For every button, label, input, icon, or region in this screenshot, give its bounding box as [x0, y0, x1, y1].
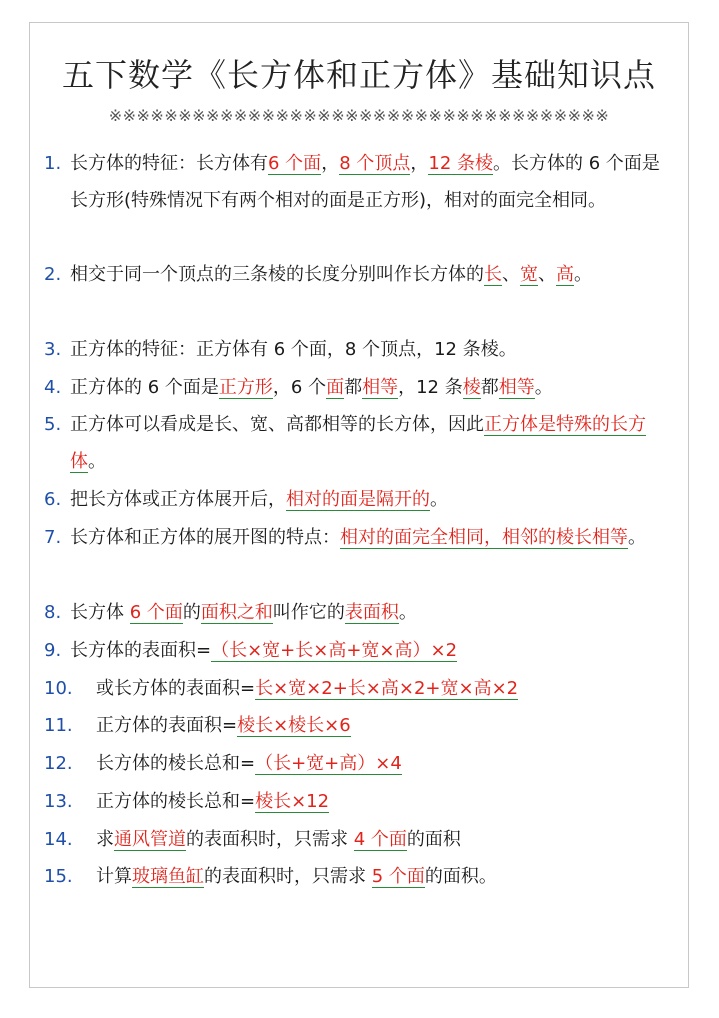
- text-segment: 长方体的表面积=: [70, 640, 212, 661]
- text-segment: ，: [321, 153, 340, 174]
- text-segment: 长方体: [70, 602, 130, 623]
- text-segment: 的表面积时，只需求: [186, 829, 354, 850]
- item-number: 14.: [44, 829, 73, 850]
- list-item: [44, 369, 676, 406]
- text-segment: 正方体可以看成是长、宽、高都相等的长方体，因此: [70, 414, 484, 435]
- page-title: 五下数学《长方体和正方体》基础知识点: [61, 56, 656, 94]
- highlighted-text: 面积之和: [200, 602, 273, 623]
- text-segment: 的面积: [406, 829, 461, 850]
- highlighted-text: 5 个面: [371, 866, 425, 887]
- list-item: [44, 406, 676, 480]
- highlighted-text: 相等: [362, 377, 399, 398]
- highlighted-text: 面: [326, 377, 345, 398]
- text-segment: 求: [96, 829, 114, 850]
- list-item: [44, 594, 676, 631]
- text-segment: 。长方体的 6 个面是长方形(特殊情况下有两个相对的面是正方形)，相对的面完全相同。: [70, 153, 660, 211]
- text-segment: 正方体的棱长总和=: [96, 791, 256, 812]
- highlighted-text: 宽: [520, 264, 538, 285]
- item-text: [96, 707, 676, 744]
- list-item: [44, 821, 676, 858]
- list-item: [44, 331, 676, 368]
- decorative-divider: ※※※※※※※※※※※※※※※※※※※※※※※※※※※※※※※※※※※※: [108, 106, 610, 125]
- item-text: [70, 594, 676, 631]
- highlighted-text: 通风管道: [114, 829, 186, 850]
- item-text: [70, 256, 676, 293]
- highlighted-text: 相等: [498, 377, 535, 398]
- item-number: 5.: [44, 414, 62, 435]
- text-segment: 相交于同一个顶点的三条棱的长度分别叫作长方体的: [70, 264, 484, 285]
- text-segment: 。: [534, 377, 553, 398]
- item-number: 1.: [44, 153, 62, 174]
- text-segment: 。: [398, 602, 417, 623]
- item-number: 8.: [44, 602, 62, 623]
- text-segment: 。: [430, 489, 448, 510]
- highlighted-text: 相对的面是隔开的: [286, 489, 430, 510]
- text-segment: 正方体的特征：正方体有 6 个面，8 个顶点，12 条棱。: [70, 339, 517, 360]
- item-text: [70, 331, 676, 368]
- text-segment: 计算: [96, 866, 132, 887]
- highlighted-text: 正方形: [218, 377, 273, 398]
- list-item: [44, 519, 676, 556]
- item-number: 2.: [44, 264, 62, 285]
- item-text: [70, 145, 676, 219]
- text-segment: 长方体的特征：长方体有: [70, 153, 268, 174]
- text-segment: 的: [182, 602, 201, 623]
- list-item: [44, 481, 676, 518]
- highlighted-text: 棱长×12: [255, 791, 330, 812]
- item-text: [70, 481, 676, 518]
- text-segment: 。: [88, 451, 106, 472]
- item-number: 3.: [44, 339, 62, 360]
- text-segment: 、: [538, 264, 556, 285]
- text-segment: ，: [410, 153, 429, 174]
- item-number: 15.: [44, 866, 73, 887]
- highlighted-text: 正方体是特殊的长方体: [70, 414, 646, 472]
- text-segment: ，12 条: [398, 377, 463, 398]
- list-item: [44, 670, 676, 707]
- highlighted-text: （长×宽+长×高+宽×高）×2: [211, 640, 458, 661]
- text-segment: 的面积。: [424, 866, 497, 887]
- list-item: [44, 745, 676, 782]
- highlighted-text: 玻璃鱼缸: [132, 866, 204, 887]
- item-number: 10.: [44, 678, 73, 699]
- item-text: [70, 406, 676, 480]
- item-text: [96, 783, 676, 820]
- item-number: 13.: [44, 791, 73, 812]
- list-item: [44, 707, 676, 744]
- item-text: [96, 670, 676, 707]
- highlighted-text: 棱: [462, 377, 481, 398]
- item-text: [70, 632, 676, 669]
- item-number: 6.: [44, 489, 62, 510]
- highlighted-text: 表面积: [344, 602, 399, 623]
- highlighted-text: 长×宽×2+长×高×2+宽×高×2: [255, 678, 519, 699]
- text-segment: 都: [480, 377, 499, 398]
- highlighted-text: 长: [484, 264, 502, 285]
- text-segment: 把长方体或正方体展开后，: [70, 489, 286, 510]
- item-text: [70, 519, 676, 556]
- item-text: [96, 745, 676, 782]
- text-segment: 长方体的棱长总和=: [96, 753, 256, 774]
- item-text: [96, 821, 676, 858]
- item-number: 4.: [44, 377, 62, 398]
- text-segment: 或长方体的表面积=: [96, 678, 256, 699]
- text-segment: 。: [628, 527, 646, 548]
- highlighted-text: 4 个面: [353, 829, 407, 850]
- text-segment: 正方体的表面积=: [96, 715, 238, 736]
- highlighted-text: 高: [556, 264, 574, 285]
- text-segment: 叫作它的: [272, 602, 345, 623]
- list-item: [44, 145, 676, 219]
- text-segment: 、: [502, 264, 520, 285]
- item-number: 9.: [44, 640, 62, 661]
- highlighted-text: 相对的面完全相同，相邻的棱长相等: [340, 527, 628, 548]
- highlighted-text: 8 个顶点: [339, 153, 411, 174]
- item-text: [96, 858, 676, 895]
- item-number: 7.: [44, 527, 62, 548]
- list-item: [44, 632, 676, 669]
- list-item: [44, 783, 676, 820]
- highlighted-text: 6 个面: [129, 602, 183, 623]
- list-item: [44, 256, 676, 293]
- item-number: 11.: [44, 715, 73, 736]
- highlighted-text: 12 条棱: [428, 153, 494, 174]
- text-segment: 的表面积时，只需求: [204, 866, 372, 887]
- text-segment: ，6 个: [272, 377, 327, 398]
- highlighted-text: 6 个面: [268, 153, 322, 174]
- text-segment: 长方体和正方体的展开图的特点：: [70, 527, 340, 548]
- item-text: [70, 369, 676, 406]
- highlighted-text: 棱长×棱长×6: [237, 715, 351, 736]
- text-segment: 正方体的 6 个面是: [70, 377, 219, 398]
- highlighted-text: （长+宽+高）×4: [255, 753, 402, 774]
- list-item: [44, 858, 676, 895]
- item-number: 12.: [44, 753, 73, 774]
- text-segment: 。: [574, 264, 592, 285]
- text-segment: 都: [344, 377, 363, 398]
